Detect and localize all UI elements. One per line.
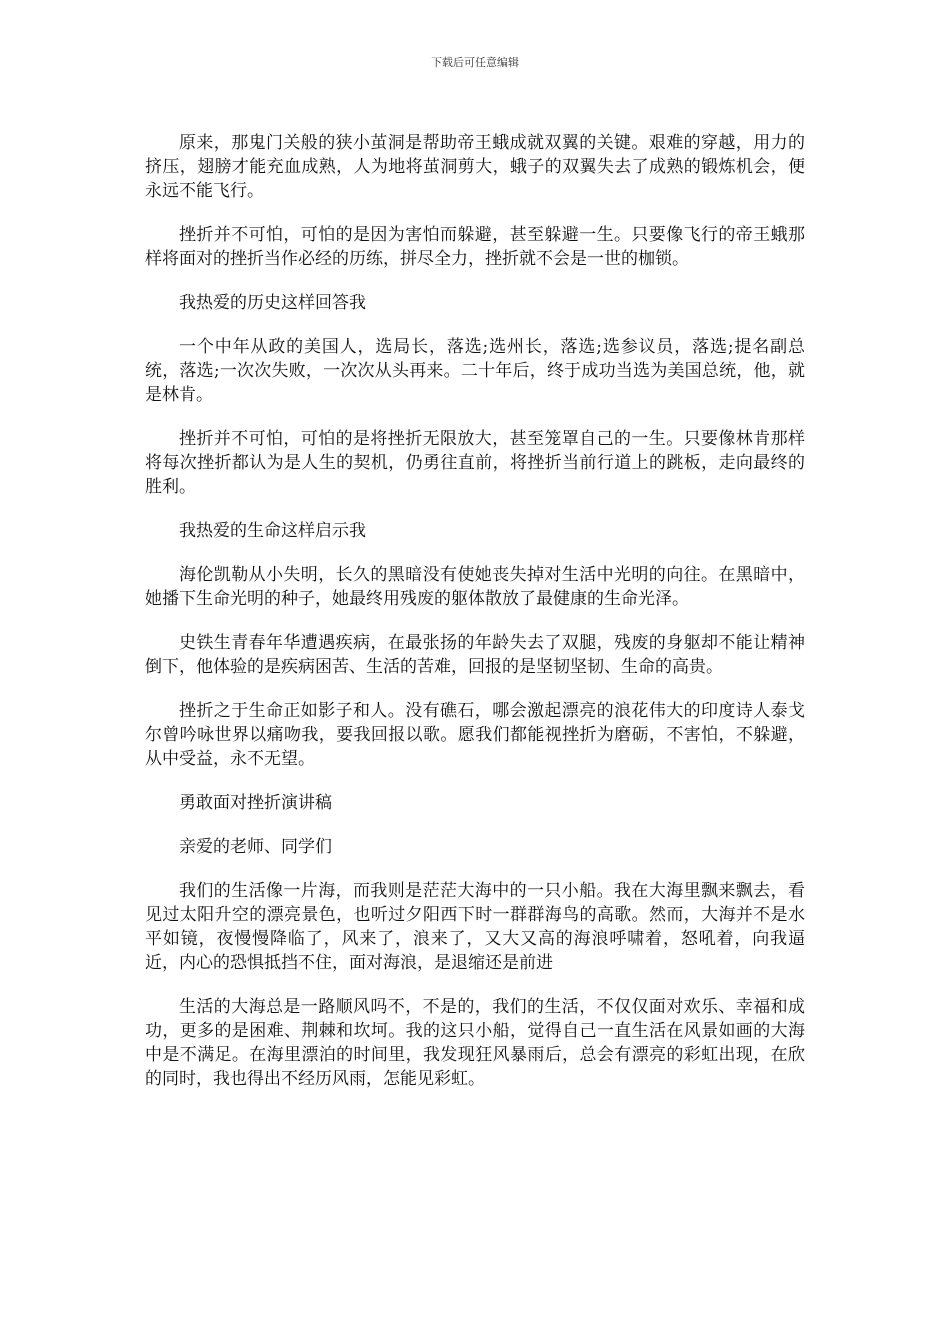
document-title: 勇敢面对挫折演讲稿: [179, 793, 332, 813]
paragraph: 我们的生活像一片海，而我则是茫茫大海中的一只小船。我在大海里飘来飘去，看见过太阳升空的漂亮景色，也听过夕阳西下时一群群海鸟的高歌。然而，大海并不是水平如镜，夜慢慢降临了，风来了，浪来了，又大又高的海浪呼啸着，怒吼着，向我逼近，内心的恐惧抵挡不住，面对海浪，是退缩还是前进: [145, 881, 805, 973]
paragraph: 原来，那鬼门关般的狭小茧洞是帮助帝王蛾成就双翼的关键。艰难的穿越，用力的挤压，翅膀才能充血成熟，人为地将茧洞剪大，蛾子的双翼失去了成熟的锻炼机会，便永远不能飞行。: [145, 133, 805, 201]
paragraph: 海伦凯勒从小失明，长久的黑暗没有使她丧失掉对生活中光明的向往。在黑暗中，她播下生命光明的种子，她最终用残废的躯体散放了最健康的生命光泽。: [145, 565, 805, 609]
page-header: 下载后可任意编辑: [431, 56, 519, 69]
paragraph: 挫折之于生命正如影子和人。没有礁石，哪会激起漂亮的浪花伟大的印度诗人泰戈尔曾吟咏世界以痛吻我，要我回报以歌。愿我们都能视挫折为磨砺，不害怕，不躲避，从中受益，永不无望。: [145, 701, 805, 769]
paragraph: 史铁生青春年华遭遇疾病，在最张扬的年龄失去了双腿，残废的身躯却不能让精神倒下，他体验的是疾病困苦、生活的苦难，回报的是坚韧坚韧、生命的高贵。: [145, 633, 805, 677]
document-body: [145, 131, 805, 1111]
paragraph: 一个中年从政的美国人，选局长，落选;选州长，落选;选参议员，落选;提名副总统，落选;一次次失败，一次次从头再来。二十年后，终于成功当选为美国总统，他，就是林肯。: [145, 337, 805, 405]
section-heading: 我热爱的生命这样启示我: [179, 521, 366, 541]
salutation: 亲爱的老师、同学们: [179, 837, 332, 857]
paragraph: 生活的大海总是一路顺风吗不，不是的，我们的生活，不仅仅面对欢乐、幸福和成功，更多的是困难、荆棘和坎坷。我的这只小船，觉得自己一直生活在风景如画的大海中是不满足。在海里漂泊的时间里，我发现狂风暴雨后，总会有漂亮的彩虹出现，在欣的同时，我也得出不经历风雨，怎能见彩虹。: [145, 997, 805, 1089]
section-heading: 我热爱的历史这样回答我: [179, 293, 366, 313]
paragraph: 挫折并不可怕，可怕的是将挫折无限放大，甚至笼罩自己的一生。只要像林肯那样将每次挫折都认为是人生的契机，仍勇往直前，将挫折当前行道上的跳板，走向最终的胜利。: [145, 429, 805, 497]
paragraph: 挫折并不可怕，可怕的是因为害怕而躲避，甚至躲避一生。只要像飞行的帝王蛾那样将面对的挫折当作必经的历练，拼尽全力，挫折就不会是一世的枷锁。: [145, 225, 805, 269]
